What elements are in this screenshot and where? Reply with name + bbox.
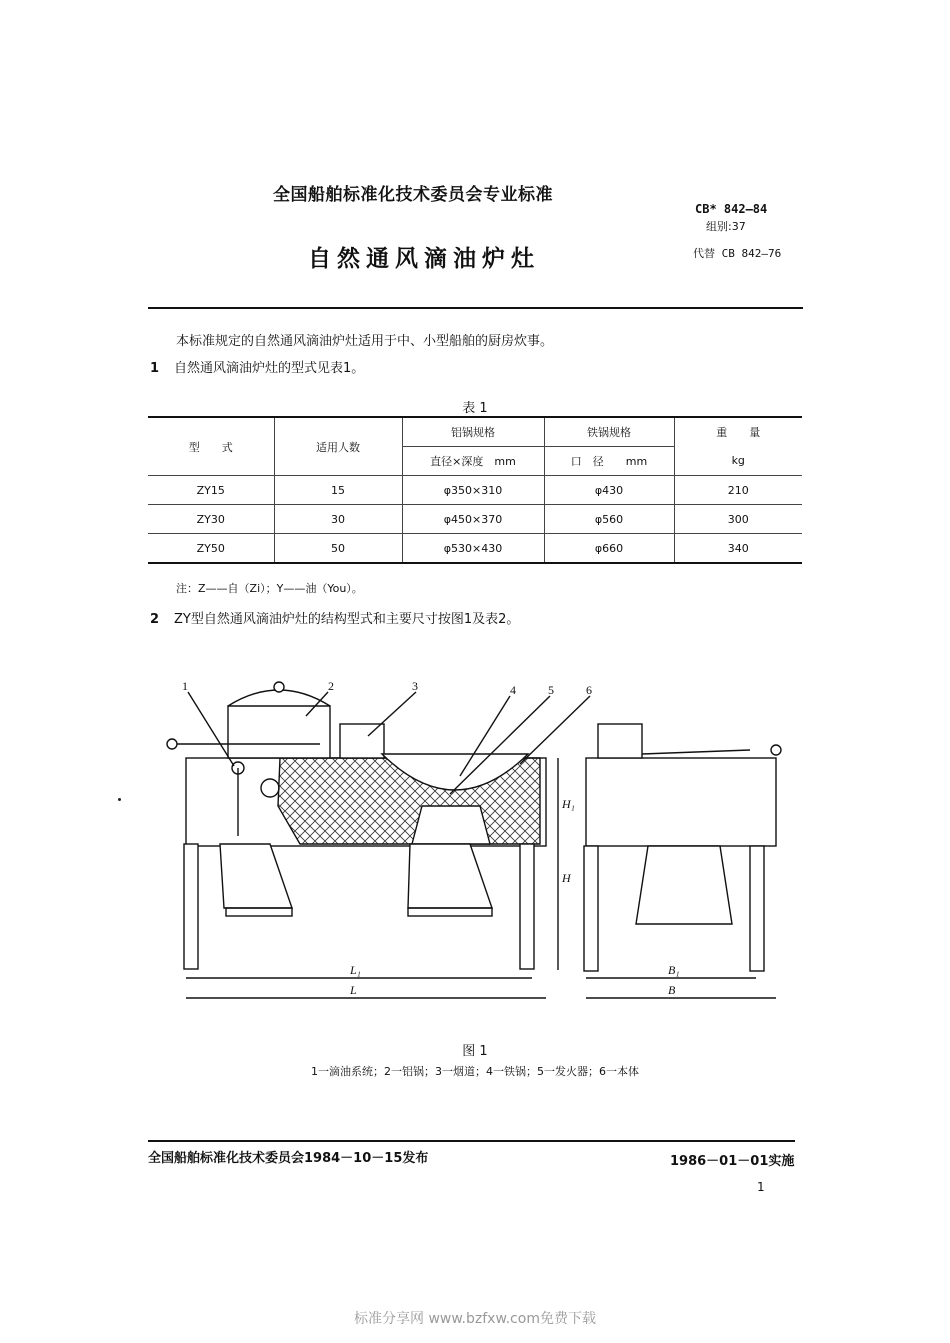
implementation-date: 1986－01－01实施 [670,1154,795,1169]
intro-paragraph: 本标准规定的自然通风滴油炉灶适用于中、小型船舶的厨房炊事。 [176,334,554,349]
cell-type: ZY50 [148,534,274,564]
header-alu-pot: 铝锅规格 [402,417,544,447]
spec-table [148,416,802,564]
standard-code: CB* 842—84 [695,202,768,216]
stove-figure [160,676,800,1016]
cell-weight: 300 [674,505,802,534]
header-organization: 全国船舶标准化技术委员会专业标准 [273,185,553,205]
watermark: 标准分享网 www.bzfxw.com免费下载 [354,1311,596,1327]
header-persons: 适用人数 [274,417,402,476]
cell-weight: 340 [674,534,802,564]
cell-type: ZY30 [148,505,274,534]
header-weight: 重 量 [716,426,761,440]
callout-label: 4 [510,683,516,697]
cell-weight: 210 [674,476,802,505]
leg [584,846,598,971]
dim-B: B [668,983,676,997]
fire-box-side [636,846,732,924]
group-number: 组别:37 [706,220,746,233]
cell-persons: 15 [274,476,402,505]
header-type: 型 式 [148,417,274,476]
issue-date: 全国船舶标准化技术委员会1984－10－15发布 [148,1151,429,1166]
cell-iron: φ430 [544,476,674,505]
figure-legend: 1一滴油系统；2一铝锅；3一烟道；4一铁锅；5一发火器；6一本体 [311,1065,639,1078]
table-caption: 表 1 [462,401,488,416]
header-alu-sub: 直径×深度 mm [402,447,544,476]
figure-caption: 图 1 [462,1044,488,1059]
clause-text: 自然通风滴油炉灶的型式见表1。 [174,361,365,376]
document-title: 自然通风滴油炉灶 [308,246,540,272]
scan-speck [118,798,121,801]
dim-H: H [562,871,571,885]
fire-box-right [408,844,492,908]
callout-label: 2 [328,679,334,693]
clause-1 [150,357,364,376]
table-row [148,505,802,534]
header-iron-pot: 铁锅规格 [544,417,674,447]
callout-label: 3 [412,679,418,693]
cell-type: ZY15 [148,476,274,505]
clause-text: ZY型自然通风滴油炉灶的结构型式和主要尺寸按图1及表2。 [174,612,520,627]
footer-rule [148,1140,795,1142]
dim-L1: L₁ [350,963,361,977]
clause-number: 2 [150,612,160,627]
header-weight-unit: kg [731,454,745,468]
stove-body-side [586,758,776,846]
leg [184,844,198,969]
chimney [340,724,384,758]
dim-B1: B₁ [668,963,680,977]
cell-iron: φ660 [544,534,674,564]
replaces-standard: 代替 CB 842—76 [693,247,782,260]
table-note: 注：Z——自（Zi）；Y——油（You）。 [176,582,363,595]
callout-label: 5 [548,683,554,697]
header-rule [148,307,803,309]
cell-persons: 30 [274,505,402,534]
aluminum-pot [228,706,330,758]
cell-iron: φ560 [544,505,674,534]
callout-label: 1 [182,679,188,693]
leg [520,844,534,969]
cell-persons: 50 [274,534,402,564]
leg [750,846,764,971]
clause-number: 1 [150,361,160,376]
callout-label: 6 [586,683,592,697]
cell-alu: φ530×430 [402,534,544,564]
dim-H1: H₁ [562,797,575,811]
header-iron-sub: 口 径 mm [544,447,674,476]
fire-box-left [220,844,292,908]
cell-alu: φ450×370 [402,505,544,534]
page-number: 1 [757,1180,765,1194]
table-row [148,534,802,564]
cell-alu: φ350×310 [402,476,544,505]
clause-2 [150,608,519,627]
table-row [148,476,802,505]
dim-L: L [350,983,357,997]
